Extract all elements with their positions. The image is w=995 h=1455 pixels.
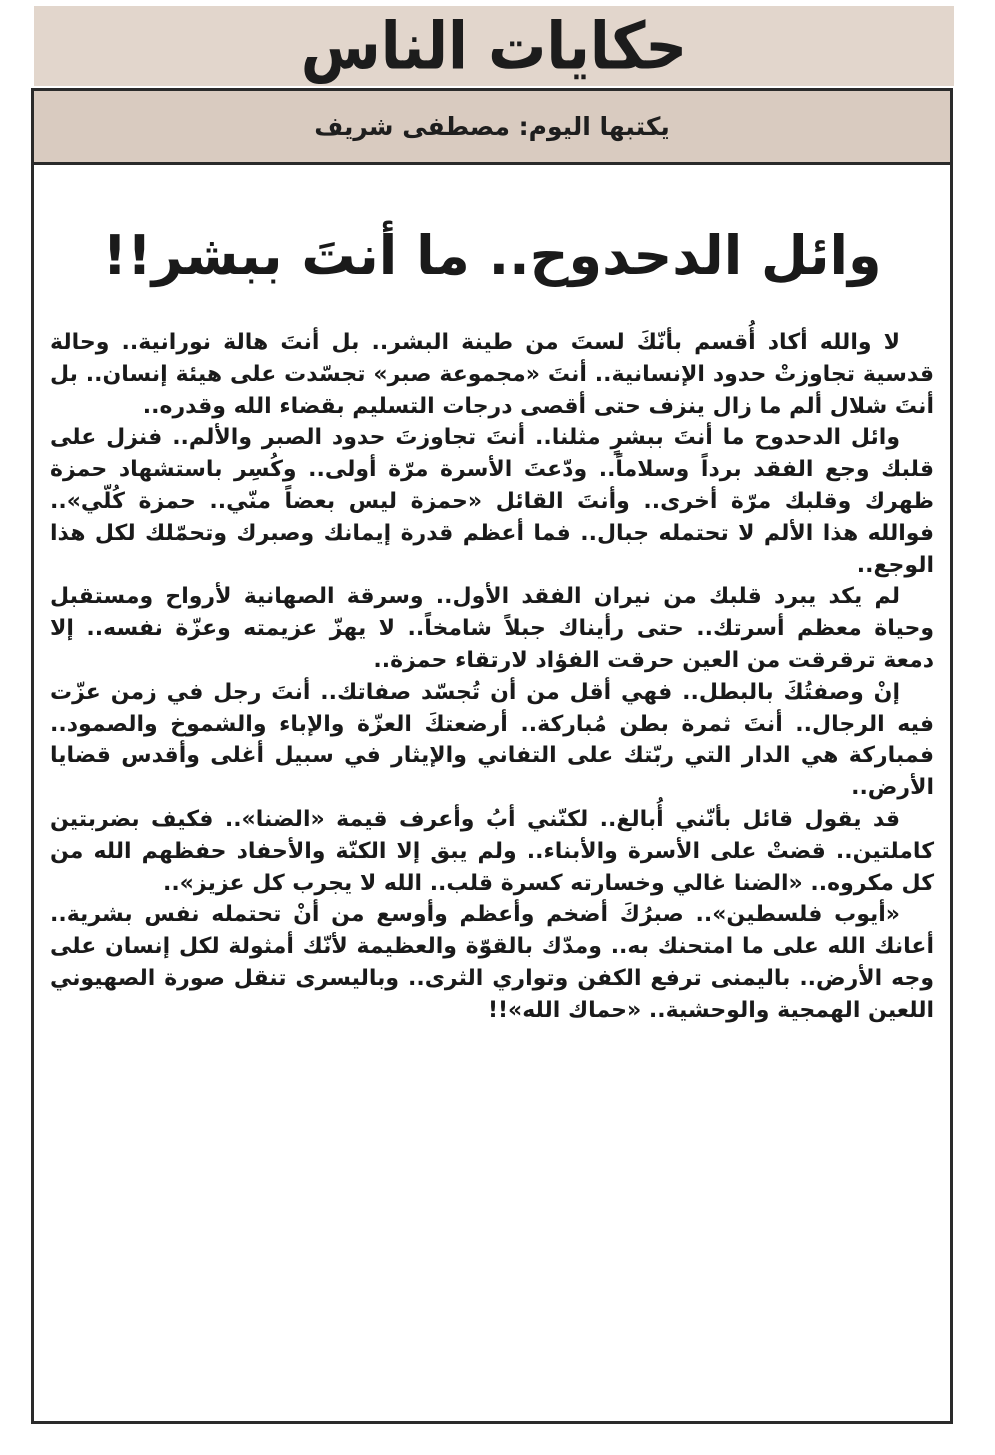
paragraph: «أيوب فلسطين».. صبرُكَ أضخم وأعظم وأوسع من أنْ تحتمله نفس بشرية.. أعانك الله على ما امتحنك به.. ومدّك بالقوّة والعظيمة لأنّك أمثولة لكل إنسان على وجه الأرض.. باليمنى ترفع الكفن وتواري الثرى.. وباليسرى تنقل صورة الصهيوني اللعين الهمجية والوحشية.. «حماك الله»!! [50,902,934,1023]
masthead-title: حكايات الناس [300,7,688,85]
headline: وائل الدحدوح.. ما أنتَ ببشر!! [102,224,882,287]
article-body [50,327,934,1027]
article-frame [31,88,953,1424]
byline-bar [34,91,950,165]
paragraph: وائل الدحدوح ما أنتَ ببشرٍ مثلنا.. أنتَ تجاوزتَ حدود الصبر والألم.. فنزل على قلبك وجع الفقد برداً وسلاماً.. ودّعتَ الأسرة مرّة أولى.. وكُسِر باستشهاد حمزة ظهرك وقلبك مرّة أخرى.. وأنتَ القائل «حمزة ليس بعضاً منّي.. حمزة كُلّي».. فوالله هذا الألم لا تحتمله جبال.. فما أعظم قدرة إيمانك وصبرك وتحمّلك لكل هذا الوجع.. [50,425,934,578]
paragraph: لم يكد يبرد قلبك من نيران الفقد الأول.. وسرقة الصهانية لأرواح ومستقبل وحياة معظم أسرتك.. حتى رأيناك جبلاً شامخاً.. لا يهزّ عزيمته وعزّة نفسه.. إلا دمعة ترقرقت من العين حرقت الفؤاد لارتقاء حمزة.. [50,584,934,673]
masthead [34,6,954,86]
byline: يكتبها اليوم: مصطفى شريف [314,112,670,141]
paragraph: قد يقول قائل بأنّني أُبالغ.. لكنّني أبُ وأعرف قيمة «الضنا».. فكيف بضربتين كاملتين.. قضتْ على الأسرة والأبناء.. ولم يبق إلا الكنّة والأحفاد حفظهم الله من كل مكروه.. «الضنا غالي وخسارته كسرة قلب.. الله لا يجرب كل عزيز».. [50,806,934,896]
paragraph: إنْ وصفتُكَ بالبطل.. فهي أقل من أن تُجسّد صفاتك.. أنتَ رجل في زمن عزّت فيه الرجال.. أنتَ ثمرة بطن مُباركة.. أرضعتكَ العزّة والإباء والشموخ والصمود.. فمباركة هي الدار التي ربّتك على التفاني والإيثار في سبيل أغلى وأقدس قضايا الأرض.. [50,679,934,801]
paragraph: لا والله أكاد أُقسم بأنّكَ لستَ من طينة البشر.. بل أنتَ هالة نورانية.. وحالة قدسية تجاوزتْ حدود الإنسانية.. أنتَ «مجموعة صبر» تجسّدت على هيئة إنسان.. بل أنتَ شلال ألم ما زال ينزف حتى أقصى درجات التسليم بقضاء الله وقدره.. [50,330,934,419]
